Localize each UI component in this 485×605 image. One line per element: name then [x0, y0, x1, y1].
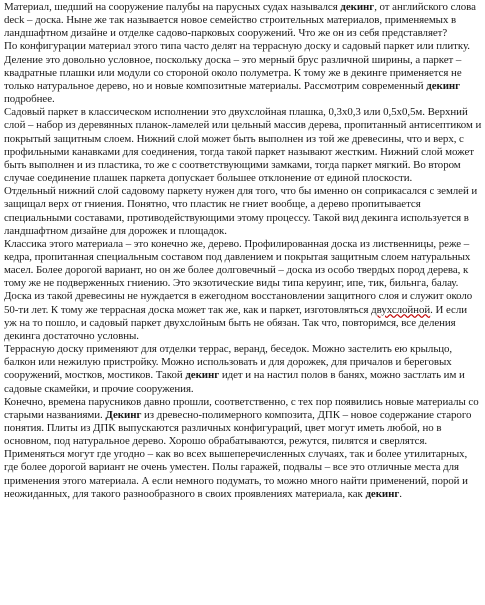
- text-run: , от английского слова deck – доска. Ныне же так называется новое семейство строительных материалов, применяемых в ландшафтном дизайне и отделке садово-парковых сооружений. Что же он из себя представляет?: [4, 1, 476, 40]
- bold-term: Декинг: [105, 408, 142, 421]
- text-run: .: [399, 487, 402, 500]
- text-run: Террасную доску применяют для отделки террас, веранд, беседок. Можно застелить ею крыльцо, балкон или нежилую пристройку. Можно использовать и для дорожек, для причалов и береговых сооружений, мостков, мостиков. Такой: [4, 343, 453, 382]
- text-run: Отдельный нижний слой садовому паркету нужен для того, что бы именно он соприкасался с землей и защищал верх от гниения. Понятно, что пластик не гниет вообще, а дерево пропитывается специальными составами, противодействующими этому процессу. Такой вид декинга используется в ландшафтном дизайне для дорожек и площадок.: [4, 185, 478, 237]
- text-run: Конечно, времена парусников давно прошли, соответственно, с тех пор появились новые материалы со старыми названиями.: [4, 395, 479, 421]
- paragraph: [4, 185, 482, 238]
- bold-term: декинг: [365, 487, 400, 500]
- bold-term: декинг: [340, 1, 375, 13]
- paragraph: [4, 396, 482, 501]
- paragraph: [4, 238, 482, 343]
- text-run: из древесно-полимерного композита, ДПК – новое содержание старого понятия. Плиты из ДПК выпускаются различных конфигураций, цвет могут иметь любой, но в основном, под натуральное дерево. Хорошо обрабатываются, режутся, пилятся и сверлятся. Применяться могут где угодно – как во всех вышеперечисленных случаях, так и более утилитарных, где более дорогой вариант не очень уместен. Полы гаражей, подвалы – все это отличные места для применения этого материала. А если немного подумать, то можно много найти применений, порой и неожиданных, для такого разнообразного в своих проявлениях материала, как: [4, 408, 472, 500]
- spellcheck-underlined-word: двухслойной: [371, 303, 431, 316]
- paragraph: [4, 40, 482, 106]
- bold-term: декинг: [426, 79, 461, 92]
- text-run: Материал, шедший на сооружение палубы на парусных судах назывался: [4, 1, 341, 13]
- bold-term: декинг: [185, 369, 220, 382]
- text-run: Садовый паркет в классическом исполнении это двухслойная плашка, 0,3х0,3 или 0,5х0,5м. Верхний слой – набор из деревянных планок-ламелей или цельный массив дерева, пропитанный антисептиком и покрытый защитным слоем. Нижний слой может быть выполнен из той же древесины, что и верх, с профильными канавками для соединения, тогда такой паркет называют жестким. Нижний слой может быть выполнен и из пластика, то же с соответствующими замками, тогда паркет мягкий. Во втором случае соединение плашек паркета допускает большее отклонение от единой плоскости.: [4, 106, 482, 185]
- text-run: подробнее.: [4, 93, 55, 106]
- text-run: . И если уж на то пошло, и садовый паркет двухслойным быть не обязан. Так что, повторимся, все деления декинга достаточно условны.: [4, 303, 467, 342]
- paragraph: [4, 343, 482, 396]
- paragraph: [4, 106, 482, 185]
- paragraph: [4, 1, 482, 40]
- text-run: По конфигурации материал этого типа часто делят на террасную доску и садовый паркет или плитку. Деление это довольно условное, поскольку доска – это мерный брус различной ширины, а паркет – квадратные плашки или модули со стороной около полуметра. К тому же в декинге применяется не только натуральное дерево, но и новые композитные материалы. Рассмотрим современный: [4, 40, 470, 92]
- text-run: Классика этого материала – это конечно же, дерево. Профилированная доска из лиственницы, реже – кедра, пропитанная специальным составом под давлением и покрытая защитным слоем натуральных масел. Более дорогой вариант, но он же более долговечный – доска из особо твердых пород дерева, к тому же не подверженных гниению. Это экзотические виды типа керуинг, ипе, тик, бильнга, балау. Доска из такой древесины не нуждается в ежегодном восстановлении защитного слоя и служит около 50-ти лет. К тому же террасная доска может так же, как и паркет, изготовляться: [4, 237, 473, 316]
- text-run: идет и на настил полов в банях, можно застлать им и садовые скамейки, и прочие сооружения.: [4, 369, 465, 395]
- document-body: [4, 1, 482, 501]
